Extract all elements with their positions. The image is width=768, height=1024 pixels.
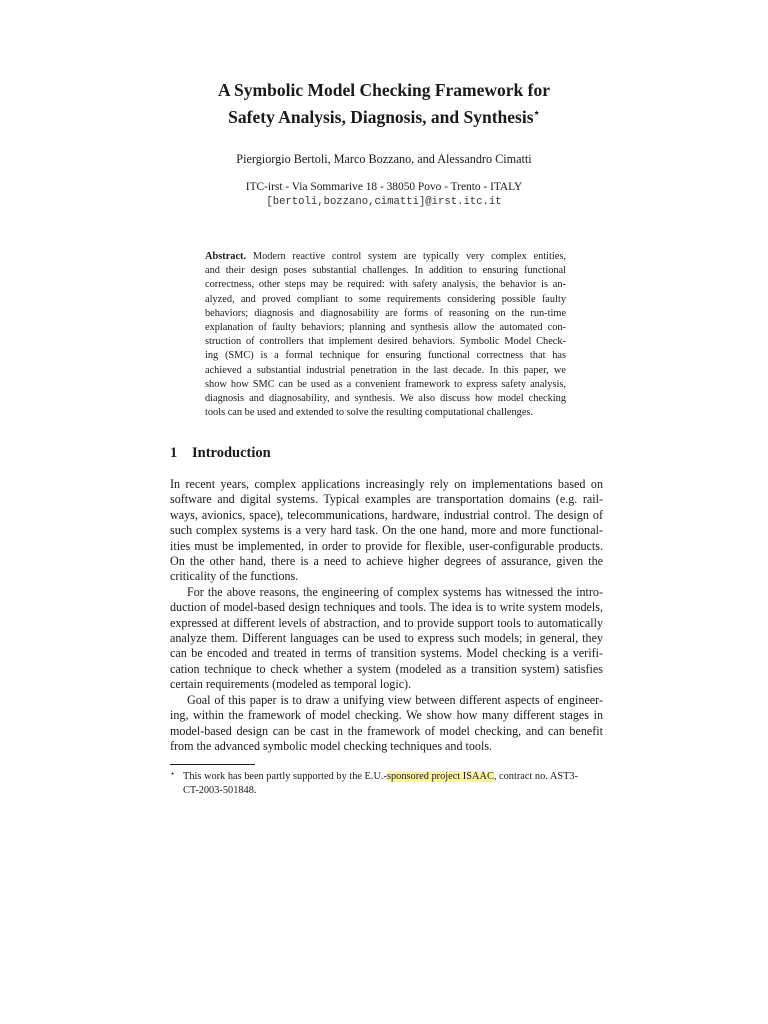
body-line: analyze them. Different languages can be used to express such models; in general, they	[170, 631, 603, 646]
body-line: from the advanced symbolic model checking techniques and tools.	[170, 738, 493, 753]
body-line: model-based design can be cast in the framework of model checking, and can benefit	[170, 723, 603, 738]
body-line: ities must be implemented, in order to provide for flexible, user-configurable products.	[170, 538, 603, 553]
body-line: ways, avionics, space), telecommunications, hardware, industrial control. The design of	[170, 507, 603, 522]
abstract-line: and their design poses substantial challenges. In addition to ensuring functional	[205, 265, 566, 277]
abstract-label: Abstract.	[205, 251, 247, 262]
affiliation-email: [bertoli,bozzano,cimatti]@irst.itc.it	[266, 196, 502, 208]
title-line-2	[0, 102, 768, 129]
footnote-line-2	[170, 784, 603, 798]
abstract-line: show how SMC can be used as a convenient framework to express safety analysis,	[205, 378, 566, 390]
abstract	[205, 250, 566, 420]
body-line: cation technique to check whether a system (modeled as a transition system) satisfies	[170, 661, 603, 676]
abstract-line: tools can be used and extended to solve the resulting computational challenges.	[205, 407, 534, 419]
body-line: such complex systems is a very hard task. On the one hand, more and more functional-	[170, 523, 603, 538]
author-list: Piergiorgio Bertoli, Marco Bozzano, and Alessandro Cimatti	[236, 152, 532, 166]
body-line: criticality of the functions.	[170, 569, 299, 584]
body-line: For the above reasons, the engineering of complex systems has witnessed the intro-	[187, 584, 603, 599]
abstract-line: correctness, other steps may be required: with safety analysis, the behavior is an-	[205, 279, 566, 291]
title-footnote-mark: ⋆	[533, 108, 540, 119]
affiliation-address: ITC-irst - Via Sommarive 18 - 38050 Povo - Trento - ITALY	[245, 181, 523, 193]
footnote-line-2-text: CT-2003-501848.	[183, 785, 257, 797]
body-line: expressed at different levels of abstraction, and to provide support tools to automatically	[170, 615, 603, 630]
footnote-line-1	[170, 767, 603, 784]
footnote-text-after: , contract no. AST3-	[493, 771, 579, 782]
abstract-line: alyzed, and proved compliant to some requirements considering possible faulty	[205, 293, 566, 305]
paper-title	[0, 79, 768, 129]
abstract-line: explanation of faulty behaviors; planning and synthesis allow the automated con-	[205, 322, 566, 334]
abstract-line: ing (SMC) is a formal technique for ensuring functional correctness that has	[205, 350, 566, 362]
body-line: duction of model-based design techniques and tools. The idea is to write system models,	[170, 600, 603, 615]
affiliation	[0, 180, 768, 210]
section-title: Introduction	[192, 445, 271, 461]
body-line: On the other hand, there is a need to achieve higher degrees of assurance, given the	[170, 554, 603, 569]
abstract-line: achieved a substantial industrial penetration in the last decade. In this paper, we	[205, 364, 566, 376]
body-line: software and digital systems. Typical examples are transportation domains (e.g. rail-	[170, 492, 603, 507]
abstract-line-text: Modern reactive control system are typically very complex entities,	[252, 251, 566, 262]
body-line: In recent years, complex applications increasingly rely on implementations based on	[170, 477, 603, 491]
body-line: can be encoded and treated in terms of transition systems. Model checking is a verifi-	[170, 646, 603, 661]
footnote-text-before: This work has been partly supported by the E.U.-	[183, 771, 387, 782]
body-text	[170, 477, 603, 754]
section-heading	[170, 445, 271, 462]
body-line: certain requirements (modeled as temporal logic).	[170, 677, 412, 692]
body-line: ing, within the framework of model checking. We show how many different stages in	[170, 708, 603, 723]
section-number: 1	[170, 445, 178, 461]
abstract-line: diagnosis and diagnosability, and synthesis. We also discuss how model checking	[205, 393, 566, 405]
abstract-line: struction of controllers that implement desired behaviors. Symbolic Model Check-	[205, 336, 566, 348]
abstract-line	[205, 250, 566, 264]
title-line-1: A Symbolic Model Checking Framework for	[218, 80, 550, 100]
footnote-highlight: sponsored project ISAAC	[386, 771, 494, 782]
title-line-2-text: Safety Analysis, Diagnosis, and Synthesis	[228, 107, 534, 127]
footnote-rule	[170, 764, 255, 765]
footnote	[170, 767, 603, 798]
abstract-line: behaviors; diagnosis and diagnosability are forms of reasoning on the run-time	[205, 307, 566, 319]
body-line: Goal of this paper is to draw a unifying view between different aspects of engineer-	[187, 692, 603, 707]
footnote-mark: ⋆	[170, 769, 176, 778]
